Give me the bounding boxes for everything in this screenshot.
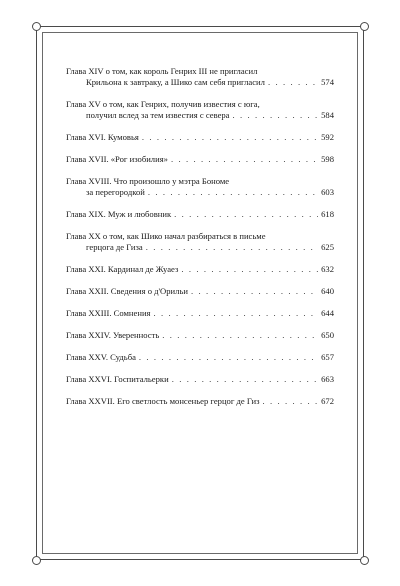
toc-entry[interactable] [66,154,334,165]
toc-entry-title: Глава XIV о том, как король Генрих III не пригласил [66,66,258,76]
toc-entry[interactable] [66,231,334,253]
toc-entry-page: 640 [321,286,334,296]
toc-entry[interactable] [66,99,334,121]
toc-entry-title: Глава XXIV. Уверенность [66,330,160,340]
toc-entry-title: Глава XXVII. Его светлость монсеньер герцог де Гиз [66,396,260,406]
toc-entry-page: 632 [321,264,334,274]
leader-dots [148,187,318,198]
toc-entry-page: 598 [321,154,334,164]
frame-corner-bottom-right [360,556,369,565]
toc-entry[interactable] [66,132,334,143]
toc-entry-title: Глава XVI. Кумовья [66,132,139,142]
toc-entry-title: Глава XXV. Судьба [66,352,136,362]
toc-entry[interactable] [66,396,334,407]
toc-entry[interactable] [66,308,334,319]
toc-entry-page: 625 [321,242,334,252]
leader-dots [142,132,318,143]
frame-corner-bottom-left [32,556,41,565]
leader-dots [191,286,318,297]
toc-entry[interactable] [66,286,334,297]
toc-entry-title-cont: герцога де Гиза [86,242,143,252]
toc-entry-title-cont: получил вслед за тем известия с севера [86,110,230,120]
toc-entry[interactable] [66,209,334,220]
toc-entry-page: 650 [321,330,334,340]
leader-dots [233,110,319,121]
toc-entry-title-cont: за перегородкой [86,187,145,197]
toc-entry-title: Глава XVIII. Что произошло у мэтра Бономе [66,176,230,186]
toc-entry-title: Глава XVII. «Рог изобилия» [66,154,168,164]
toc-entry-page: 644 [321,308,334,318]
toc-entry-page: 657 [321,352,334,362]
leader-dots [263,396,319,407]
frame-corner-top-left [32,22,41,31]
toc-entry[interactable] [66,176,334,198]
leader-dots [171,154,318,165]
leader-dots [268,77,318,88]
toc-entry-title: Глава XIX. Муж и любовник [66,209,172,219]
toc-entry[interactable] [66,374,334,385]
toc-entry-title: Глава XXVI. Госпитальерки [66,374,169,384]
leader-dots [162,330,318,341]
leader-dots [154,308,319,319]
toc-entry-title: Глава XXIII. Сомнения [66,308,151,318]
leader-dots [139,352,318,363]
toc-entry-title: Глава XX о том, как Шико начал разбираться в письме [66,231,266,241]
leader-dots [181,264,318,275]
toc-entry-page: 574 [321,77,334,87]
toc-entry[interactable] [66,330,334,341]
frame-corner-top-right [360,22,369,31]
toc-entry-title-cont: Крильона к завтраку, а Шико сам себя пригласил [86,77,265,87]
toc-entry[interactable] [66,352,334,363]
toc-entry[interactable] [66,66,334,88]
toc-entry-title: Глава XXI. Кардинал де Жуаез [66,264,179,274]
table-of-contents [66,66,334,418]
leader-dots [174,209,318,220]
toc-entry-page: 592 [321,132,334,142]
toc-entry-page: 603 [321,187,334,197]
toc-entry[interactable] [66,264,334,275]
leader-dots [172,374,318,385]
leader-dots [146,242,318,253]
toc-entry-page: 663 [321,374,334,384]
toc-entry-title: Глава XXII. Сведения о д'Орильи [66,286,188,296]
toc-entry-page: 618 [321,209,334,219]
toc-entry-title: Глава XV о том, как Генрих, получив известия с юга, [66,99,260,109]
toc-entry-page: 672 [321,396,334,406]
toc-entry-page: 584 [321,110,334,120]
